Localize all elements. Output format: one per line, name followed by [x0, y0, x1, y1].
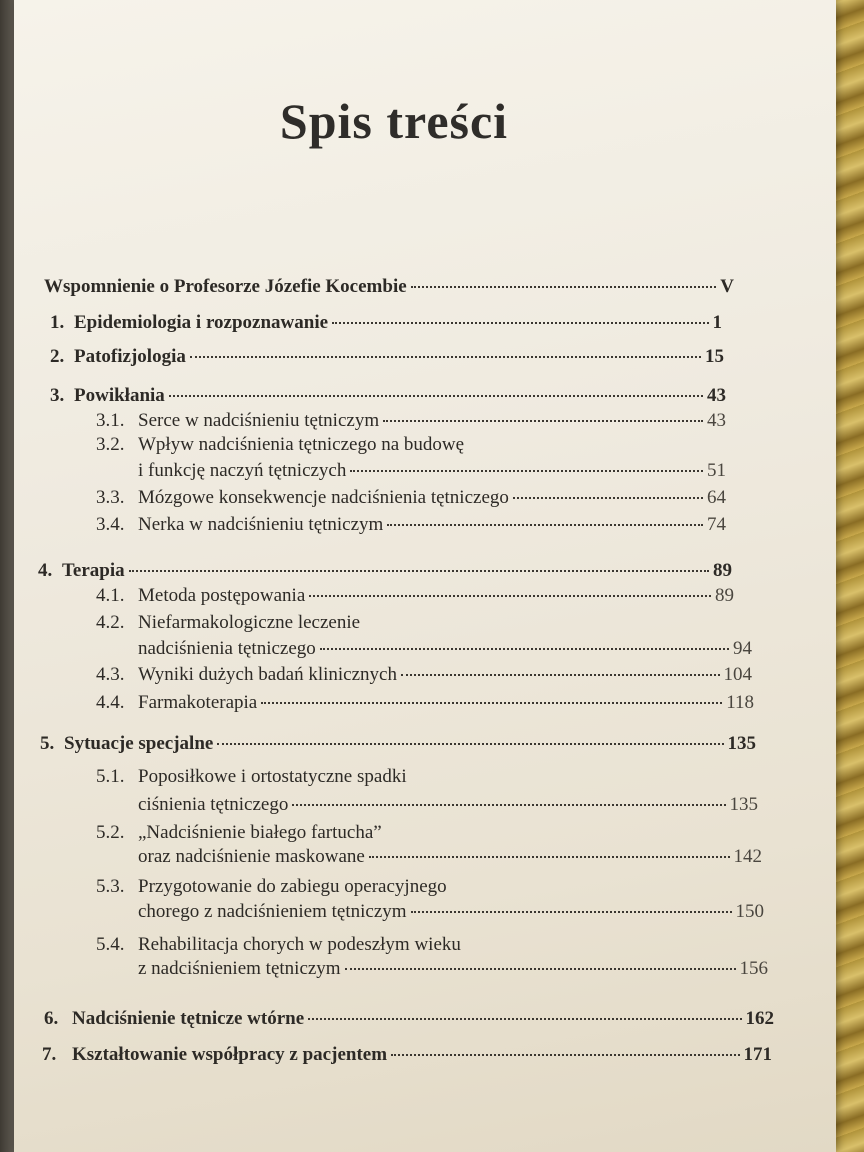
leader-dots — [190, 356, 701, 358]
toc-entry-page: 150 — [735, 901, 764, 922]
leader-dots — [411, 911, 732, 913]
toc-entry-3-3 — [96, 487, 726, 509]
leader-dots — [391, 1054, 739, 1056]
leader-dots — [401, 674, 720, 676]
toc-entry-label: Nadciśnienie tętnicze wtórne — [72, 1008, 305, 1029]
toc-entry-label: Wyniki dużych badań klinicznych — [138, 664, 397, 685]
leader-dots — [308, 1018, 741, 1020]
toc-entry-number: 5.1. — [96, 766, 125, 787]
leader-dots — [217, 743, 723, 745]
toc-entry-label-line1: Przygotowanie do zabiegu operacyjnego — [138, 876, 447, 897]
toc-entry-4-2-line1 — [96, 612, 360, 634]
page-title: Spis treści — [279, 93, 509, 149]
toc-entry-label: Serce w nadciśnieniu tętniczym — [138, 410, 380, 431]
toc-entry-number: 2. — [50, 346, 65, 367]
toc-entry-page: 51 — [707, 460, 726, 481]
toc-entry-5-2-line1 — [96, 822, 382, 844]
toc-entry-number: 5.4. — [96, 934, 125, 955]
toc-entry-number: 5.2. — [96, 822, 125, 843]
toc-entry-page: 118 — [726, 692, 754, 713]
toc-entry-label: Mózgowe konsekwencje nadciśnienia tętniczego — [138, 487, 509, 508]
toc-entry-label-line1: Wpływ nadciśnienia tętniczego na budowę — [138, 434, 465, 455]
toc-entry-3-4 — [96, 514, 726, 536]
toc-entry-5-4-line1 — [96, 934, 461, 956]
toc-entry-label: Sytuacje specjalne — [64, 733, 214, 754]
toc-entry-page: V — [720, 276, 734, 297]
toc-entry-3-2-line1 — [96, 434, 464, 456]
toc-entry-label: Nerka w nadciśnieniu tętniczym — [138, 514, 384, 535]
toc-entry-label: Epidemiologia i rozpoznawanie — [74, 312, 329, 333]
toc-entry-page: 142 — [733, 846, 762, 867]
toc-entry-page: 94 — [733, 638, 752, 659]
toc-entry-label: nadciśnienia tętniczego — [138, 638, 316, 659]
leader-dots — [350, 470, 703, 472]
leader-dots — [261, 702, 722, 704]
leader-dots — [369, 856, 730, 858]
toc-entry-number: 3. — [50, 385, 65, 406]
toc-entry-page: 104 — [723, 664, 752, 685]
leader-dots — [387, 524, 703, 526]
toc-entry-chapter-6 — [44, 1008, 774, 1030]
leader-dots — [292, 804, 725, 806]
toc-entry-page: 74 — [707, 514, 726, 535]
leader-dots — [320, 648, 729, 650]
toc-entry-chapter-7 — [42, 1044, 772, 1066]
toc-entry-label: Wspomnienie o Profesorze Józefie Kocembie — [44, 276, 407, 297]
toc-entry-5-1 — [138, 794, 758, 816]
leader-dots — [129, 570, 709, 572]
toc-entry-chapter-1 — [50, 312, 722, 334]
toc-entry-page: 43 — [707, 410, 726, 431]
toc-entry-number: 3.3. — [96, 487, 125, 508]
book-page — [14, 0, 836, 1152]
toc-entry-chapter-3 — [50, 385, 726, 407]
toc-entry-label-line1: Rehabilitacja chorych w podeszłym wieku — [138, 934, 461, 955]
toc-entry-3-1 — [96, 410, 726, 432]
toc-entry-page: 89 — [713, 560, 732, 581]
toc-entry-page: 171 — [743, 1044, 772, 1065]
toc-entry-label: Kształtowanie współpracy z pacjentem — [72, 1044, 388, 1065]
toc-entry-4-1 — [96, 585, 734, 607]
toc-entry-page: 15 — [705, 346, 724, 367]
toc-entry-number: 7. — [42, 1044, 57, 1065]
leader-dots — [169, 395, 703, 397]
toc-entry-4-2 — [138, 638, 752, 660]
toc-entry-label: ciśnienia tętniczego — [138, 794, 289, 815]
leader-dots — [309, 595, 711, 597]
leader-dots — [411, 286, 717, 288]
toc-entry-5-1-line1 — [96, 766, 407, 788]
toc-entry-page: 64 — [707, 487, 726, 508]
toc-entry-number: 4. — [38, 560, 53, 581]
toc-entry-label: Patofizjologia — [74, 346, 186, 367]
toc-entry-label-line1: Niefarmakologiczne leczenie — [138, 612, 361, 633]
toc-entry-label-line1: „Nadciśnienie białego fartucha” — [138, 822, 382, 843]
toc-entry-number: 5. — [40, 733, 55, 754]
leader-dots — [513, 497, 703, 499]
toc-entry-number: 5.3. — [96, 876, 125, 897]
toc-entry-chapter-4 — [38, 560, 732, 582]
toc-entry-number: 3.1. — [96, 410, 125, 431]
toc-entry-5-3-line1 — [96, 876, 447, 898]
leader-dots — [345, 968, 736, 970]
toc-entry-5-4 — [138, 958, 768, 980]
toc-entry-label: z nadciśnieniem tętniczym — [138, 958, 341, 979]
leader-dots — [332, 322, 708, 324]
toc-entry-page: 89 — [715, 585, 734, 606]
toc-entry-page: 135 — [729, 794, 758, 815]
toc-entry-5-3 — [138, 901, 764, 923]
toc-entry-number: 4.3. — [96, 664, 125, 685]
toc-entry-page: 156 — [739, 958, 768, 979]
toc-entry-label: i funkcję naczyń tętniczych — [138, 460, 347, 481]
toc-entry-number: 3.4. — [96, 514, 125, 535]
toc-entry-wspomnienie — [44, 276, 734, 298]
toc-entry-label-line1: Poposiłkowe i ortostatyczne spadki — [138, 766, 407, 787]
toc-entry-page: 162 — [745, 1008, 774, 1029]
toc-entry-label: Metoda postępowania — [138, 585, 306, 606]
toc-entry-5-2 — [138, 846, 762, 868]
toc-entry-3-2 — [138, 460, 726, 482]
toc-entry-page: 135 — [727, 733, 756, 754]
toc-entry-number: 4.1. — [96, 585, 125, 606]
toc-entry-chapter-2 — [50, 346, 724, 368]
toc-entry-number: 4.2. — [96, 612, 125, 633]
toc-entry-chapter-5 — [40, 733, 756, 755]
toc-entry-label: oraz nadciśnienie maskowane — [138, 846, 365, 867]
toc-entry-page: 1 — [712, 312, 722, 333]
toc-entry-number: 1. — [50, 312, 65, 333]
toc-entry-number: 6. — [44, 1008, 59, 1029]
toc-entry-4-4 — [96, 692, 754, 714]
toc-entry-label: Terapia — [62, 560, 125, 581]
leader-dots — [383, 420, 703, 422]
toc-entry-number: 4.4. — [96, 692, 125, 713]
toc-entry-label: chorego z nadciśnieniem tętniczym — [138, 901, 407, 922]
toc-entry-label: Farmakoterapia — [138, 692, 258, 713]
toc-entry-label: Powikłania — [74, 385, 165, 406]
toc-entry-page: 43 — [707, 385, 726, 406]
toc-entry-4-3 — [96, 664, 752, 686]
toc-entry-number: 3.2. — [96, 434, 125, 455]
